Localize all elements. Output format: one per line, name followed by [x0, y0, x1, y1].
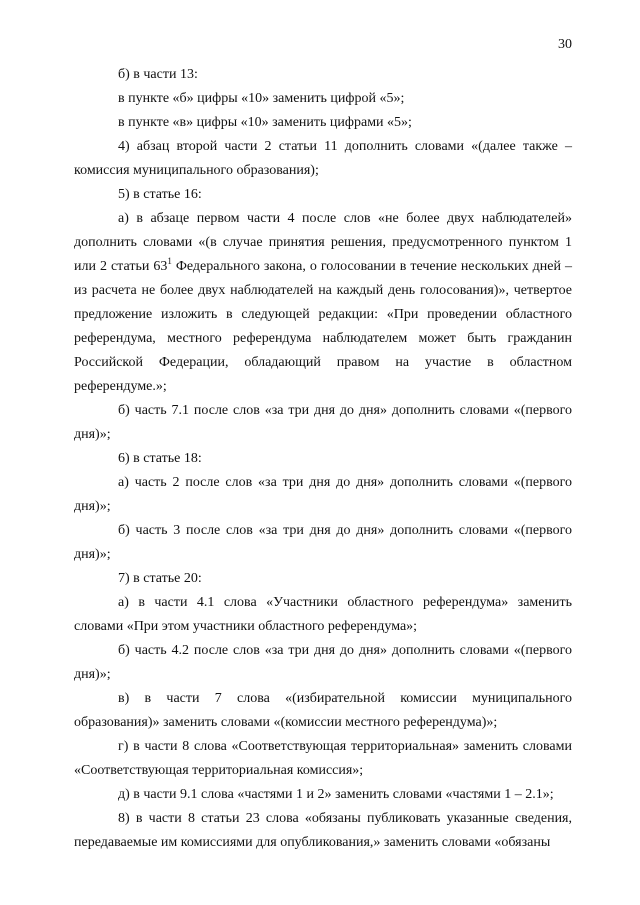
text-line: б) часть 3 после слов «за три дня до дня» дополнить словами «(первого — [118, 523, 572, 538]
text-line: в) в части 7 слова «(избирательной комиссии муниципального — [118, 691, 572, 706]
text-line: дня)»; — [74, 667, 111, 682]
text-line: комиссия муниципального образования); — [74, 163, 319, 178]
paragraph — [74, 183, 572, 207]
paragraph — [74, 807, 572, 855]
text-line: 5) в статье 16: — [118, 187, 202, 202]
paragraph — [74, 87, 572, 111]
text-line: б) часть 4.2 после слов «за три дня до дня» дополнить словами «(первого — [118, 643, 572, 658]
text-line: Российской Федерации, обладающий правом на участие в областном — [74, 355, 572, 370]
paragraph — [74, 591, 572, 639]
text-line: б) в части 13: — [118, 67, 198, 82]
paragraph — [74, 447, 572, 471]
paragraph — [74, 135, 572, 183]
text-line: дня)»; — [74, 499, 111, 514]
paragraph — [74, 783, 572, 807]
text-line: а) в части 4.1 слова «Участники областного референдума» заменить — [118, 595, 572, 610]
paragraph — [74, 63, 572, 87]
text-line: предложение изложить в следующей редакции: «При проведении областного — [74, 307, 572, 322]
text-line: дня)»; — [74, 547, 111, 562]
text-line: образования)» заменить словами «(комиссии местного референдума)»; — [74, 715, 498, 730]
text-line: д) в части 9.1 слова «частями 1 и 2» заменить словами «частями 1 – 2.1»; — [118, 787, 554, 802]
text-line: из расчета не более двух наблюдателей на каждый день голосования)», четвертое — [74, 283, 572, 298]
text-line: или 2 статьи $63^1$ Федерального закона, о голосовании в течение нескольких дней – — [74, 256, 572, 274]
paragraph — [74, 111, 572, 135]
text-line: «Соответствующая территориальная комиссия»; — [74, 763, 364, 778]
text-line: а) часть 2 после слов «за три дня до дня» дополнить словами «(первого — [118, 475, 572, 490]
text-line: в пункте «б» цифры «10» заменить цифрой «5»; — [118, 91, 405, 106]
text-line: г) в части 8 слова «Соответствующая территориальная» заменить словами — [118, 739, 572, 754]
text-line: 4) абзац второй части 2 статьи 11 дополнить словами «(далее также – — [118, 139, 572, 154]
paragraph — [74, 399, 572, 447]
page-number: 30 — [558, 37, 572, 52]
text-line: 6) в статье 18: — [118, 451, 202, 466]
text-line: передаваемые им комиссиями для опубликования,» заменить словами «обязаны — [74, 835, 551, 850]
text-line: в пункте «в» цифры «10» заменить цифрами «5»; — [118, 115, 412, 130]
text-line: дня)»; — [74, 427, 111, 442]
paragraph — [74, 519, 572, 567]
text-line: 7) в статье 20: — [118, 571, 202, 586]
paragraph — [74, 687, 572, 735]
text-line: словами «При этом участники областного референдума»; — [74, 619, 418, 634]
text-line: референдуме.»; — [74, 379, 167, 394]
text-line: б) часть 7.1 после слов «за три дня до дня» дополнить словами «(первого — [118, 403, 572, 418]
text-line: а) в абзаце первом части 4 после слов «не более двух наблюдателей» — [118, 211, 572, 226]
text-line: референдума, местного референдума наблюдателем может быть гражданин — [74, 331, 572, 346]
document-body — [74, 63, 572, 855]
paragraph — [74, 735, 572, 783]
text-line: 8) в части 8 статьи 23 слова «обязаны публиковать указанные сведения, — [118, 811, 572, 826]
paragraph — [74, 471, 572, 519]
paragraph — [74, 639, 572, 687]
paragraph — [74, 567, 572, 591]
text-line: дополнить словами «(в случае принятия решения, предусмотренного пунктом 1 — [74, 235, 572, 250]
paragraph — [74, 207, 572, 399]
